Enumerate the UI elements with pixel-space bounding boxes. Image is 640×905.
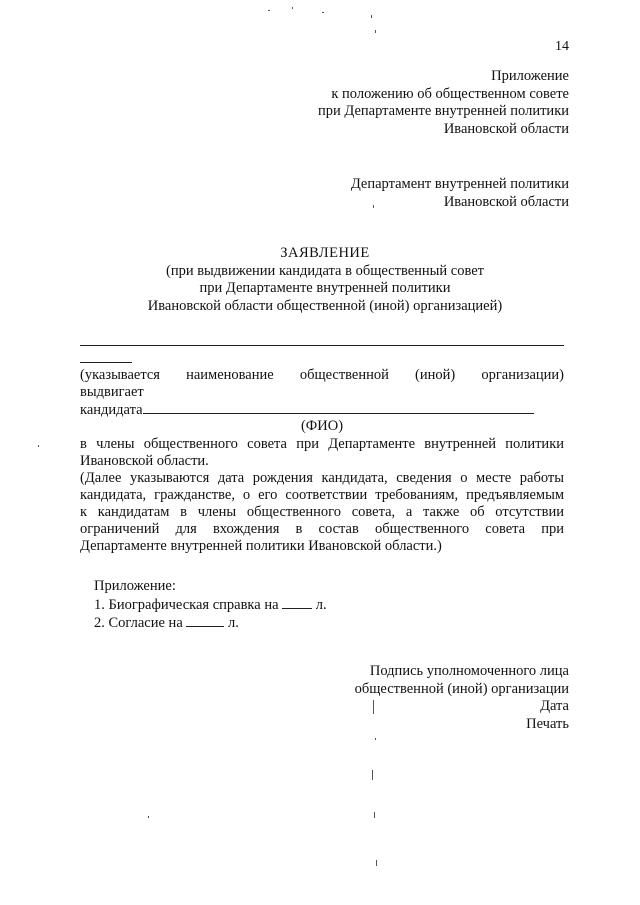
hint-word: (иной) xyxy=(415,367,456,383)
attachment-pages-fill-line xyxy=(282,596,312,609)
scan-speck xyxy=(372,770,373,780)
annex-line: к положению об общественном совете xyxy=(331,85,569,102)
organization-name-fill-line-continued xyxy=(80,362,132,363)
membership-line: Ивановской области. xyxy=(80,453,209,469)
scan-speck xyxy=(375,30,376,33)
scan-speck xyxy=(38,445,39,447)
candidate-row xyxy=(80,401,564,419)
scan-speck xyxy=(268,10,270,11)
annex-line: Приложение xyxy=(491,68,569,84)
details-line: ограничений для вхождения в состав общественного совета при xyxy=(80,521,564,537)
document-title xyxy=(80,245,570,315)
signature-line: Печать xyxy=(526,715,569,732)
hint-word: (указывается xyxy=(80,367,160,383)
attachments-heading: Приложение: xyxy=(94,578,176,594)
signature-line: Подпись уполномоченного лица xyxy=(369,663,569,679)
hint-word: организации) xyxy=(481,367,564,383)
addressee-block xyxy=(351,176,569,211)
attachment-item: 2. Согласие на л. xyxy=(94,615,239,631)
candidate-name-fill-line xyxy=(143,401,534,414)
fio-label: (ФИО) xyxy=(300,418,344,434)
organization-name-fill-line xyxy=(80,345,564,346)
signature-line: Дата xyxy=(540,698,569,714)
details-line: к кандидатам в члены общественного совета, а также об отсутствии xyxy=(80,504,564,520)
scan-speck xyxy=(322,12,324,13)
candidate-label: кандидата xyxy=(80,402,143,418)
annex-line: при Департаменте внутренней политики xyxy=(318,103,569,119)
nominates-text: выдвигает xyxy=(80,384,144,400)
organization-hint-row xyxy=(80,367,564,384)
scan-speck xyxy=(371,15,372,18)
membership-line: в члены общественного совета при Департаменте внутренней политики xyxy=(80,436,564,452)
details-line: кандидата, гражданстве, о его соответствии требованиям, предъявляемым xyxy=(80,487,564,503)
title-heading: ЗАЯВЛЕНИЕ xyxy=(280,245,370,261)
details-line: (Далее указываются дата рождения кандидата, сведения о месте работы xyxy=(80,470,564,486)
scan-speck xyxy=(373,205,374,208)
signature-block xyxy=(355,663,569,733)
addressee-line: Ивановской области xyxy=(443,193,569,210)
details-line: Департаменте внутренней политики Ивановской области.) xyxy=(80,538,442,554)
scan-speck xyxy=(292,7,293,9)
annex-line: Ивановской области xyxy=(443,120,569,137)
hint-word: наименование xyxy=(186,367,274,383)
scan-speck xyxy=(373,700,374,714)
hint-word: общественной xyxy=(299,367,389,383)
annex-header xyxy=(318,68,569,138)
title-subtitle-line: (при выдвижении кандидата в общественный совет xyxy=(165,262,485,279)
scan-speck xyxy=(374,812,375,818)
title-subtitle-line: при Департаменте внутренней политики xyxy=(199,280,451,296)
attachments-list xyxy=(94,578,327,633)
scan-speck xyxy=(375,738,376,740)
signature-line: общественной (иной) организации xyxy=(354,680,569,697)
title-subtitle-line: Ивановской области общественной (иной) организацией) xyxy=(147,297,503,314)
scan-speck xyxy=(148,816,149,818)
page-number: 14 xyxy=(555,39,569,54)
addressee-line: Департамент внутренней политики xyxy=(350,176,569,192)
scan-speck xyxy=(376,860,377,866)
attachment-pages-fill-line xyxy=(186,614,224,627)
attachment-item: 1. Биографическая справка на л. xyxy=(94,596,327,613)
